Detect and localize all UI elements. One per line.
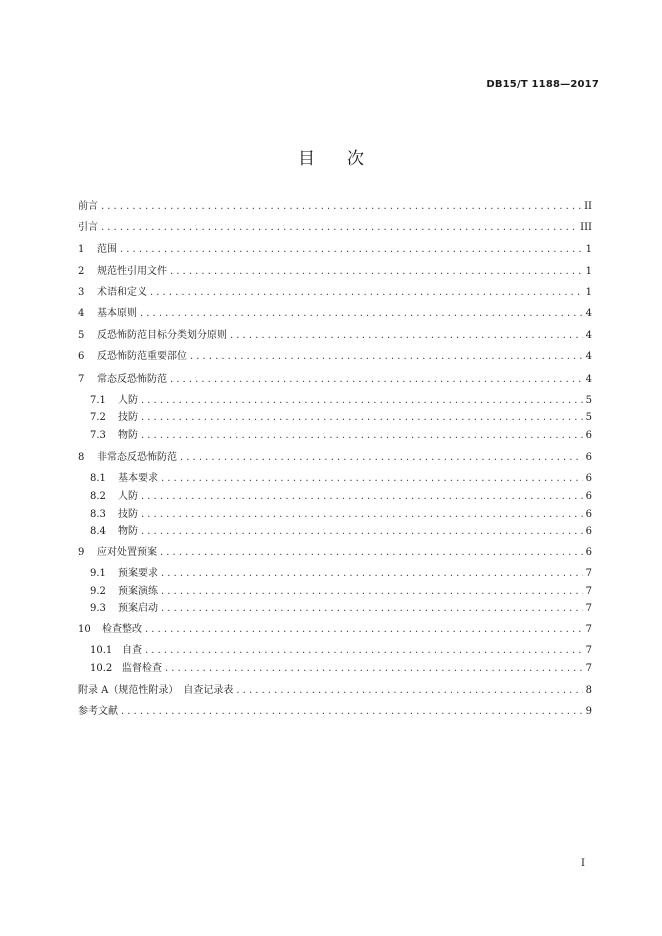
toc-leader-dots <box>141 507 583 523</box>
toc-entry-page: 4 <box>585 374 592 385</box>
toc-entry[interactable] <box>78 622 592 638</box>
toc-entry[interactable] <box>90 643 592 659</box>
toc-entry-page: 7 <box>585 586 592 597</box>
toc-entry-number: 9.2 <box>90 586 106 597</box>
toc-entry[interactable] <box>90 489 592 505</box>
toc-entry-page: 4 <box>585 330 592 341</box>
toc-leader-dots <box>140 306 583 322</box>
toc-entry-label: 预案要求 <box>118 568 158 579</box>
toc-entry[interactable] <box>78 683 592 699</box>
toc-entry-label: 应对处置预案 <box>97 547 157 558</box>
toc-entry-number: 5 <box>78 330 85 341</box>
toc-entry-label: 监督检查 <box>122 663 162 674</box>
toc-leader-dots <box>180 450 583 466</box>
toc-entry-number: 8.4 <box>90 526 106 537</box>
toc-entry-page: 7 <box>585 603 592 614</box>
toc-leader-dots <box>150 285 583 301</box>
document-code: DB15/T 1188—2017 <box>486 79 599 90</box>
toc-entry-number: 1 <box>78 244 85 255</box>
toc-entry-page: 6 <box>585 491 592 502</box>
toc-entry[interactable] <box>90 507 592 523</box>
toc-leader-dots <box>161 566 583 582</box>
toc-entry-page: 6 <box>585 473 592 484</box>
toc-entry-number: 3 <box>78 287 85 298</box>
toc-entry[interactable] <box>78 199 592 215</box>
toc-leader-dots <box>170 372 583 388</box>
toc-entry-number: 9.1 <box>90 568 106 579</box>
toc-entry-label: 预案演练 <box>118 586 158 597</box>
toc-entry-label: 自查 <box>122 645 142 656</box>
toc-entry[interactable] <box>78 372 592 388</box>
toc-entry-number: 7 <box>78 374 85 385</box>
toc-entry-label: 范围 <box>97 244 117 255</box>
toc-entry[interactable] <box>78 704 592 720</box>
toc-entry-number: 2 <box>78 266 85 277</box>
toc-entry-page: 7 <box>585 645 592 656</box>
toc-entry-page: 1 <box>585 266 592 277</box>
toc-leader-dots <box>170 264 583 280</box>
toc-entry-page: 7 <box>585 568 592 579</box>
toc-entry-label: 反恐怖防范重要部位 <box>97 351 187 362</box>
toc-entry-page: 5 <box>585 412 592 423</box>
toc-leader-dots <box>141 393 583 409</box>
toc-entry-page: 6 <box>585 452 592 463</box>
toc-entry-label: 非常态反恐怖防范 <box>97 452 177 463</box>
toc-entry[interactable] <box>90 661 592 677</box>
toc-entry[interactable] <box>78 264 592 280</box>
toc-entry[interactable] <box>78 306 592 322</box>
toc-leader-dots <box>160 545 583 561</box>
toc-entry-page: 6 <box>585 526 592 537</box>
toc-entry[interactable] <box>90 584 592 600</box>
toc-entry-label: 技防 <box>118 509 138 520</box>
toc-leader-dots <box>121 704 583 720</box>
toc-entry-label: 引言 <box>78 222 98 233</box>
toc-entry-label: 常态反恐怖防范 <box>97 374 167 385</box>
toc-entry[interactable] <box>90 471 592 487</box>
toc-entry-page: 5 <box>585 395 592 406</box>
toc-entry[interactable] <box>90 601 592 617</box>
toc-entry-number: 8 <box>78 452 85 463</box>
toc-entry-number: 9 <box>78 547 85 558</box>
toc-entry-number: 7.1 <box>90 395 106 406</box>
toc-entry-number: 6 <box>78 351 85 362</box>
toc-entry-label: 物防 <box>118 430 138 441</box>
toc-entry[interactable] <box>78 285 592 301</box>
toc-entry-number: 8.2 <box>90 491 106 502</box>
toc-entry[interactable] <box>78 349 592 365</box>
toc-entry-number: 8.1 <box>90 473 106 484</box>
toc-entry-label: 物防 <box>118 526 138 537</box>
toc-leader-dots <box>236 683 582 699</box>
toc-entry-number: 4 <box>78 308 85 319</box>
toc-entry-number: 10.2 <box>90 663 113 674</box>
toc-entry-page: 4 <box>585 351 592 362</box>
toc-entry-page: 4 <box>585 308 592 319</box>
toc-entry-page: 6 <box>585 547 592 558</box>
toc-entry[interactable] <box>90 566 592 582</box>
toc-entry-label: 人防 <box>118 395 138 406</box>
toc-leader-dots <box>141 410 583 426</box>
toc-leader-dots <box>165 661 583 677</box>
toc-leader-dots <box>145 643 583 659</box>
toc-entry-page: III <box>580 222 592 233</box>
toc-leader-dots <box>161 601 583 617</box>
toc-entry-page: 9 <box>585 706 592 717</box>
page-title: 目次 <box>298 149 396 169</box>
toc-leader-dots <box>145 622 583 638</box>
toc-entry-number: 10.1 <box>90 645 113 656</box>
toc-entry[interactable] <box>78 242 592 258</box>
toc-leader-dots <box>101 220 577 236</box>
toc-entry-page: 7 <box>585 624 592 635</box>
toc-leader-dots <box>190 349 583 365</box>
toc-entry[interactable] <box>90 410 592 426</box>
toc-entry[interactable] <box>90 393 592 409</box>
toc-entry-label: 反恐怖防范目标分类划分原则 <box>97 330 227 341</box>
toc-entry-page: 8 <box>585 685 592 696</box>
toc-entry-number: 7.2 <box>90 412 106 423</box>
toc-entry[interactable] <box>90 524 592 540</box>
toc-entry-number: 10 <box>78 624 91 635</box>
toc-leader-dots <box>141 524 583 540</box>
toc-entry-label: 技防 <box>118 412 138 423</box>
toc-leader-dots <box>141 489 583 505</box>
toc-entry-label: 参考文献 <box>78 706 118 717</box>
toc-entry[interactable] <box>78 450 592 466</box>
toc-entry-page: 1 <box>585 244 592 255</box>
toc-leader-dots <box>161 471 583 487</box>
toc-entry-page: 7 <box>585 663 592 674</box>
toc-entry-number: 8.3 <box>90 509 106 520</box>
toc-entry-label: 基本原则 <box>97 308 137 319</box>
toc-entry-label: 规范性引用文件 <box>97 266 167 277</box>
toc-entry-label: 术语和定义 <box>97 287 147 298</box>
toc-entry[interactable] <box>78 545 592 561</box>
toc-entry-label: 人防 <box>118 491 138 502</box>
toc-entry-page: 6 <box>585 430 592 441</box>
toc-entry[interactable] <box>90 428 592 444</box>
toc-leader-dots <box>161 584 583 600</box>
toc-leader-dots <box>230 328 583 344</box>
toc-entry-page: 6 <box>585 509 592 520</box>
toc-entry[interactable] <box>78 328 592 344</box>
toc-entry-label: 检查整改 <box>102 624 142 635</box>
toc-entry-label: 前言 <box>78 201 98 212</box>
toc-leader-dots <box>120 242 583 258</box>
toc-entry-number: 9.3 <box>90 603 106 614</box>
toc-leader-dots <box>141 428 583 444</box>
toc-entry-page: II <box>584 201 592 212</box>
toc-leader-dots <box>101 199 581 215</box>
toc-entry-label: 附录 A（规范性附录） 自查记录表 <box>78 685 234 696</box>
toc-entry-label: 基本要求 <box>118 473 158 484</box>
toc-entry-label: 预案启动 <box>118 603 158 614</box>
toc-entry-number: 7.3 <box>90 430 106 441</box>
toc-entry[interactable] <box>78 220 592 236</box>
toc-entry-page: 1 <box>585 287 592 298</box>
page-number: I <box>581 858 585 869</box>
